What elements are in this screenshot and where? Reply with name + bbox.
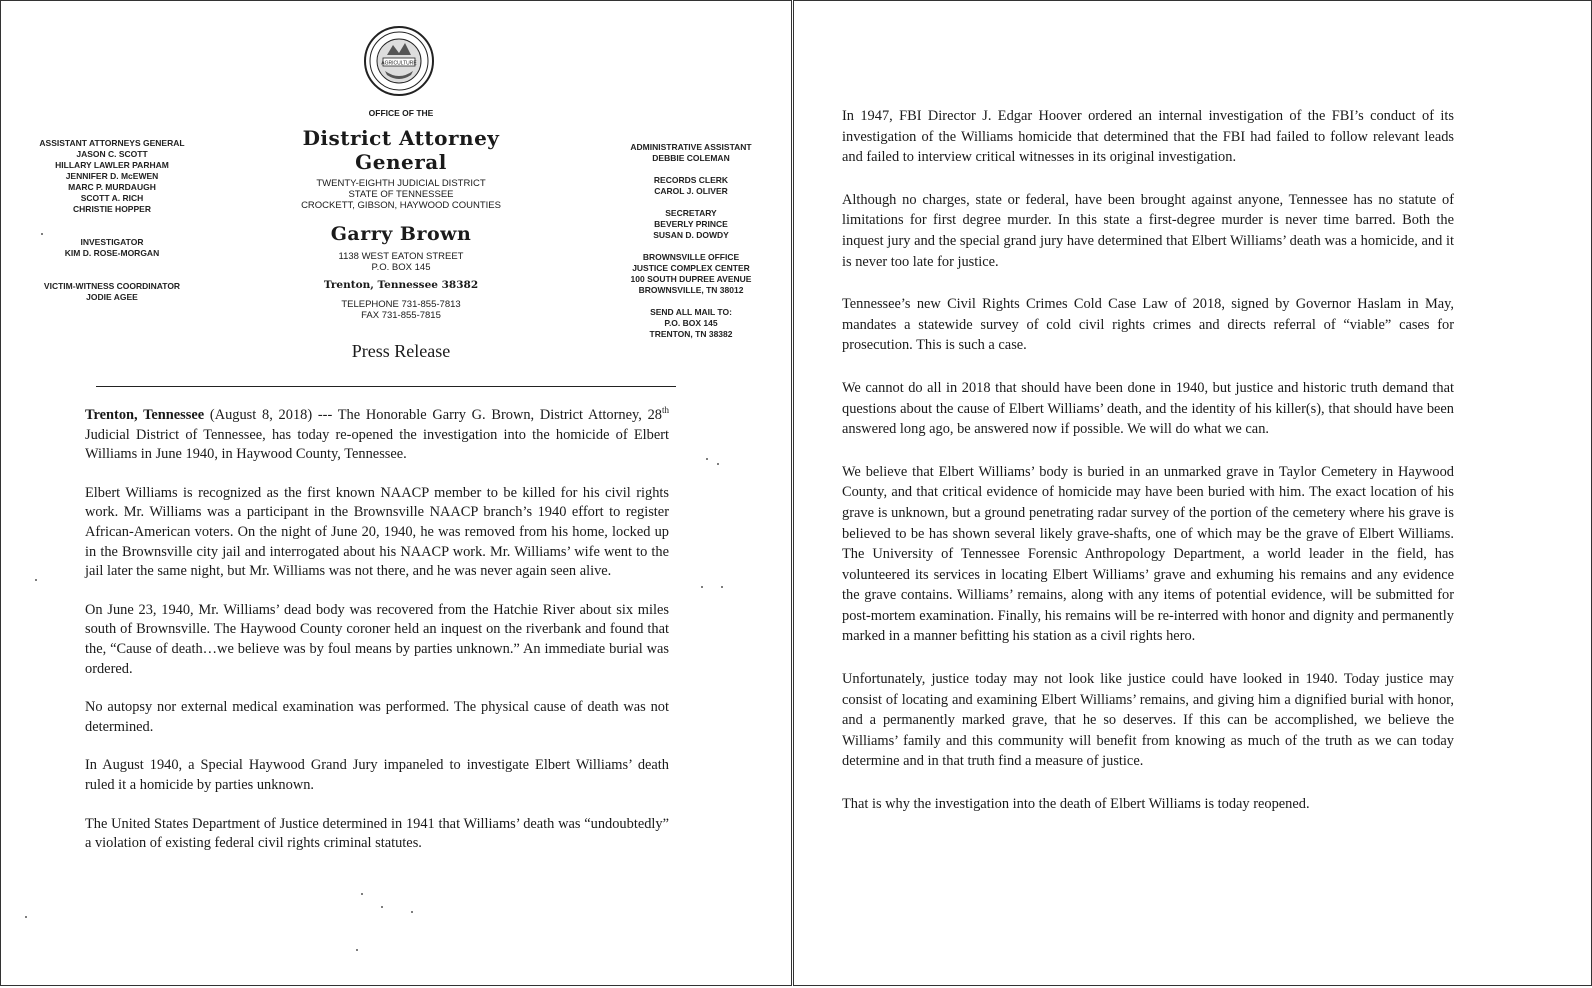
scan-speck [721,586,723,588]
secretary-title: SECRETARY [665,208,717,218]
scan-speck [701,586,703,588]
secretary-name: BEVERLY PRINCE [654,219,728,229]
district-line: TWENTY-EIGHTH JUDICIAL DISTRICT [316,178,486,189]
office-line: BROWNSVILLE, TN 38012 [638,285,744,295]
state-line: STATE OF TENNESSEE [348,189,454,200]
office-line: 100 SOUTH DUPREE AVENUE [630,274,752,284]
page2-body [842,106,1454,837]
paragraph: Trenton, Tennessee (August 8, 2018) --- The Honorable Garry G. Brown, District Attorney, 28th Judicial District of Tennessee, has today re-opened the investigation into the homicide of Elbert Williams in June 1940, in Haywood County, Tennessee. [85,405,669,463]
left-staff-column [31,138,193,303]
seal-text: AGRICULTURE [381,60,417,67]
paragraph: On June 23, 1940, Mr. Williams’ dead body was recovered from the Hatchie River about six miles south of Brownsville. The Haywood County coroner held an inquest on the riverbank and found that the, “Cause of death…we believe was by foul means by parties unknown.” An immediate burial was ordered. [85,601,669,677]
paragraph: That is why the investigation into the death of Elbert Williams is today reopened. [842,796,1310,813]
aag-name: HILLARY LAWLER PARHAM [55,160,169,170]
vwc-title: VICTIM-WITNESS COORDINATOR [43,281,181,291]
letterhead-center [261,108,541,321]
paragraph: We believe that Elbert Williams’ body is buried in an unmarked grave in Taylor Cemetery in Haywood County, and that critical evidence of homicide may have been buried with him. The exact location of his grave is unknown, but a ground penetrating radar survey of the portion of the cemetery where his grave is believed to be has shown several likely grave-shafts, one of which may be the grave of Elbert Williams. The University of Tennessee Forensic Anthropology Department, a world leader in the field, has volunteered its services in locating Elbert Williams’ grave and exhuming his remains and any evidence the grave contains. Williams’ remains, along with any items of potential evidence, will be submitted for post-mortem examination. Finally, his remains will be re-interred with honor and dignity and permanently marked in a manner befitting his station as a civil rights hero. [842,463,1454,645]
paragraph: Unfortunately, justice today may not look like justice could have looked in 1940. Today justice may consist of locating and examining Elbert Williams’ remains, and giving him a dignified burial with honor, and a permanently marked grave, that he so deserves. If this can be accomplished, we believe the Williams’ family and this community will benefit from knowing as much of the truth as we can today determine and in that truth find a measure of justice. [842,671,1454,770]
telephone-line: TELEPHONE 731-855-7813 [341,299,461,310]
paragraph: The United States Department of Justice determined in 1941 that Williams’ death was “undoubtedly” a violation of existing federal civil rights criminal statutes. [85,815,669,852]
office-title: BROWNSVILLE OFFICE [642,252,740,262]
da-name: Garry Brown [330,223,472,245]
mail-title: SEND ALL MAIL TO: [650,307,732,317]
aag-name: MARC P. MURDAUGH [68,182,156,192]
divider [96,386,676,387]
aag-name: SCOTT A. RICH [80,193,144,203]
paragraph: Tennessee’s new Civil Rights Crimes Cold Case Law of 2018, signed by Governor Haslam in May, mandates a statewide survey of cold civil rights crimes and directs referral of “viable” cases for prosecution. This is such a case. [842,296,1454,354]
vwc-name: JODIE AGEE [86,292,138,302]
address-line: 1138 WEST EATON STREET [338,251,464,262]
mail-line: TRENTON, TN 38382 [649,329,733,339]
scan-speck [717,463,719,465]
page1-body [85,406,669,873]
press-release-page-1 [0,0,792,986]
records-title: RECORDS CLERK [653,175,729,185]
scan-speck [35,579,37,581]
office-line: JUSTICE COMPLEX CENTER [632,263,750,273]
aag-name: CHRISTIE HOPPER [73,204,151,214]
office-of-label: OFFICE OF THE [368,108,434,118]
admin-name: DEBBIE COLEMAN [652,153,730,163]
tennessee-state-seal [363,25,435,97]
city-line: Trenton, Tennessee 38382 [323,279,479,291]
pobox-line: P.O. BOX 145 [371,262,431,273]
paragraph: We cannot do all in 2018 that should have been done in 1940, but justice and historic truth demand that questions about the cause of Elbert Williams’ death, and the identity of his killer(s), that should have been answered long ago, be answered now if possible. We will do what we can. [842,379,1454,438]
records-name: CAROL J. OLIVER [654,186,728,196]
da-title: District Attorney General [302,126,500,174]
press-release-heading: Press Release [351,341,451,361]
paragraph: Elbert Williams is recognized as the first known NAACP member to be killed for his civil rights work. Mr. Williams was a participant in the Brownsville NAACP branch’s 1940 effort to register African-American voters. On the night of June 20, 1940, he was removed from his home, locked up in the Brownsville city jail and interrogated about his NAACP work. Mr. Williams’ wife went to the jail later the same night, but Mr. Williams was not there, and he was never again seen alive. [85,484,669,580]
aag-name: JASON C. SCOTT [76,149,148,159]
fax-line: FAX 731-855-7815 [361,310,441,321]
paragraph: In 1947, FBI Director J. Edgar Hoover ordered an internal investigation of the FBI’s conduct of its investigation of the Williams homicide that determined that the FBI had failed to follow relevant leads and failed to interview critical witnesses in its original investigation. [842,108,1454,166]
scan-speck [706,458,708,460]
paragraph: In August 1940, a Special Haywood Grand Jury impaneled to investigate Elbert Williams’ death ruled it a homicide by parties unknown. [85,757,669,793]
admin-title: ADMINISTRATIVE ASSISTANT [630,142,752,152]
scan-speck [41,233,43,235]
paragraph: Although no charges, state or federal, have been brought against anyone, Tennessee has no statute of limitations for first degree murder. In this state a first-degree murder is never time barred. Both the inquest jury and the special grand jury have determined that Elbert Williams’ death was a homicide, and it is never too late for justice. [842,191,1454,270]
press-release-page-2 [793,0,1592,986]
scan-speck [381,906,383,908]
counties-line: CROCKETT, GIBSON, HAYWOOD COUNTIES [301,200,501,211]
scan-speck [25,916,27,918]
scan-speck [361,893,363,895]
right-staff-column [621,142,761,340]
secretary-name: SUSAN D. DOWDY [653,230,729,240]
aag-name: JENNIFER D. McEWEN [65,171,159,181]
dateline: Trenton, Tennessee [85,407,205,423]
investigator-title: INVESTIGATOR [80,237,144,247]
scan-speck [411,911,413,913]
paragraph: No autopsy nor external medical examination was performed. The physical cause of death was not determined. [85,699,669,735]
mail-line: P.O. BOX 145 [664,318,718,328]
aag-title: ASSISTANT ATTORNEYS GENERAL [39,138,185,148]
scan-speck [356,949,358,951]
investigator-name: KIM D. ROSE-MORGAN [64,248,160,258]
